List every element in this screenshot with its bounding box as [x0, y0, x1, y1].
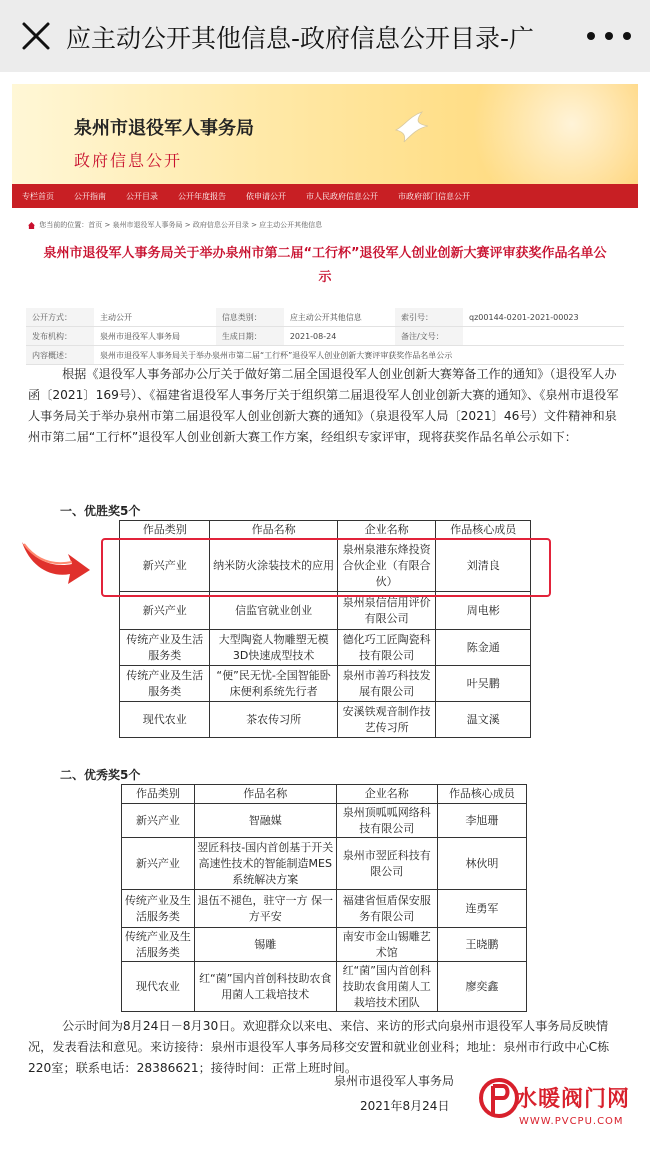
- nav-item-departments[interactable]: 市政府部门信息公开: [398, 191, 470, 201]
- col-header: 作品类别: [120, 521, 210, 540]
- cell: 周电彬: [436, 592, 531, 630]
- meta-label: 公开方式：: [26, 308, 94, 327]
- cell: 新兴产业: [120, 540, 210, 592]
- nav-item-apply[interactable]: 依申请公开: [246, 191, 286, 201]
- nav-bar: [12, 184, 638, 208]
- cell: 新兴产业: [122, 838, 195, 890]
- document-title: 泉州市退役军人事务局关于举办泉州市第二届“工行杯”退役军人创业创新大赛评审获奖作品名单公示: [43, 246, 607, 285]
- cell: 陈金通: [436, 630, 531, 666]
- breadcrumb: [28, 220, 322, 230]
- meta-label: 内容概述：: [26, 346, 94, 365]
- cell: 泉州泉港东烽投资合伙企业（有限合伙）: [337, 540, 436, 592]
- table-row: [120, 702, 531, 738]
- cell: 福建省恒盾保安服务有限公司: [336, 890, 437, 928]
- notice-paragraph: 公示时间为8月24日－8月30日。欢迎群众以来电、来信、来访的形式向泉州市退役军人事务局反映情况，发表看法和意见。来访接待：泉州市退役军人事务局移交安置和就业创业科；地址：泉州市行政中心C栋220室；联系电话：28386621；接待时间：正常上班时间。: [28, 1019, 610, 1075]
- meta-label: 索引号：: [395, 308, 463, 327]
- col-header: 企业名称: [336, 785, 437, 804]
- meta-table: [26, 308, 624, 365]
- meta-value: 2021-08-24: [284, 327, 395, 346]
- cell: 安溪铁观音制作技艺传习所: [337, 702, 436, 738]
- watermark: [477, 1072, 647, 1146]
- meta-label: 生成日期：: [216, 327, 284, 346]
- meta-label: 备注/文号：: [395, 327, 463, 346]
- red-arrow-icon: [18, 534, 92, 586]
- nav-item-catalog[interactable]: 公开目录: [126, 191, 158, 201]
- cell: 传统产业及生活服务类: [122, 890, 195, 928]
- banner-org-name: 泉州市退役军人事务局: [74, 118, 254, 139]
- table-row: [120, 592, 531, 630]
- page-title: 应主动公开其他信息-政府信息公开目录-广: [66, 24, 535, 53]
- col-header: 作品名称: [194, 785, 336, 804]
- more-icon[interactable]: [585, 30, 633, 42]
- meta-value: 应主动公开其他信息: [284, 308, 395, 327]
- cell: 纳米防火涂装技术的应用: [210, 540, 337, 592]
- col-header: 作品名称: [210, 521, 337, 540]
- meta-value: 泉州市退役军人事务局关于举办泉州市第二届“工行杯”退役军人创业创新大赛评审获奖作品名单公示: [94, 346, 624, 365]
- cell: 传统产业及生活服务类: [122, 928, 195, 962]
- cell: 李旭珊: [437, 804, 526, 838]
- cell: 林伙明: [437, 838, 526, 890]
- nav-item-city-gov[interactable]: 市人民政府信息公开: [306, 191, 378, 201]
- cell: 现代农业: [122, 962, 195, 1012]
- cell: 南安市金山锡雕艺术馆: [336, 928, 437, 962]
- cell: 智融媒: [194, 804, 336, 838]
- cell: 红“菌”国内首创科技助农食用菌人工栽培技术: [194, 962, 336, 1012]
- nav-item-home[interactable]: 专栏首页: [22, 191, 54, 201]
- col-header: 作品核心成员: [437, 785, 526, 804]
- cell: 温文溪: [436, 702, 531, 738]
- banner-glow: [418, 84, 638, 184]
- top-bar: [0, 0, 650, 72]
- table-row: [122, 928, 527, 962]
- cell: 现代农业: [120, 702, 210, 738]
- cell: “便”民无忧-全国智能卧床便利系统先行者: [210, 666, 337, 702]
- cell: 锡雕: [194, 928, 336, 962]
- award1-heading: 一、优胜奖5个: [60, 504, 141, 518]
- cell: 新兴产业: [120, 592, 210, 630]
- cell: 泉州市善巧科技发展有限公司: [337, 666, 436, 702]
- cell: 德化巧工匠陶瓷科技有限公司: [337, 630, 436, 666]
- cell: 泉州泉信信用评价有限公司: [337, 592, 436, 630]
- watermark-text: 水暖阀门网: [515, 1087, 631, 1112]
- cell: 传统产业及生活服务类: [120, 630, 210, 666]
- meta-label: 发布机构：: [26, 327, 94, 346]
- meta-value: qz00144-0201-2021-00023: [463, 308, 624, 327]
- meta-value: 主动公开: [94, 308, 216, 327]
- table-row: [122, 890, 527, 928]
- cell: 红“菌”国内首创科技助农食用菌人工栽培技术团队: [336, 962, 437, 1012]
- cell: 翌匠科技-国内首创基于开关高速性技术的智能制造MES系统解决方案: [194, 838, 336, 890]
- nav-item-guide[interactable]: 公开指南: [74, 191, 106, 201]
- cell: 茶农传习所: [210, 702, 337, 738]
- highlight-box: [101, 538, 551, 597]
- cell: 叶吴鹏: [436, 666, 531, 702]
- col-header: 作品类别: [122, 785, 195, 804]
- intro-paragraph: 根据《退役军人事务部办公厅关于做好第二届全国退役军人创业创新大赛筹备工作的通知》（退役军人办函〔2021〕169号）、《福建省退役军人事务厅关于组织第二届退役军人创业创新大赛的通知》、《泉州市退役军人事务局关于举办泉州市第二届退役军人创业创新大赛的通知》（泉退役军人局〔2021〕46号）文件精神和泉州市第二届“工行杯”退役军人创业创新大赛工作方案，经组织专家评审，现将获奖作品名单公示如下：: [28, 367, 619, 444]
- cell: 退伍不褪色，驻守一方 保一方平安: [194, 890, 336, 928]
- col-header: 企业名称: [337, 521, 436, 540]
- cell: 连勇军: [437, 890, 526, 928]
- signature-date: 2021年8月24日: [360, 1099, 450, 1113]
- table-row: [122, 838, 527, 890]
- cell: 泉州顶呱呱网络科技有限公司: [336, 804, 437, 838]
- nav-item-annual-report[interactable]: 公开年度报告: [178, 191, 226, 201]
- meta-label: 信息类别：: [216, 308, 284, 327]
- web-content: [0, 72, 650, 1154]
- table-row: [122, 804, 527, 838]
- signature-org: 泉州市退役军人事务局: [334, 1074, 455, 1088]
- dove-icon: [392, 108, 432, 148]
- banner-subtitle: 政府信息公开: [74, 151, 183, 170]
- cell: 廖奕鑫: [437, 962, 526, 1012]
- cell: 刘清良: [436, 540, 531, 592]
- banner: [12, 84, 638, 184]
- cell: 泉州市翌匠科技有限公司: [336, 838, 437, 890]
- table-row: [120, 666, 531, 702]
- watermark-url: WWW.PVCPU.COM: [519, 1116, 624, 1127]
- table-row: [122, 962, 527, 1012]
- breadcrumb-text[interactable]: 您当前的位置：首页 > 泉州市退役军人事务局 > 政府信息公开目录 > 应主动公开其他信息: [39, 221, 323, 229]
- col-header: 作品核心成员: [436, 521, 531, 540]
- cell: 信监官就业创业: [210, 592, 337, 630]
- meta-value: [463, 327, 624, 346]
- table-row: [120, 630, 531, 666]
- cell: 王晓鹏: [437, 928, 526, 962]
- cell: 新兴产业: [122, 804, 195, 838]
- close-icon[interactable]: [18, 18, 54, 54]
- home-icon: [28, 222, 35, 229]
- award2-table: [121, 784, 527, 1012]
- meta-value: 泉州市退役军人事务局: [94, 327, 216, 346]
- cell: 大型陶瓷人物雕塑无模3D快速成型技术: [210, 630, 337, 666]
- cell: 传统产业及生活服务类: [120, 666, 210, 702]
- award2-heading: 二、优秀奖5个: [60, 768, 141, 782]
